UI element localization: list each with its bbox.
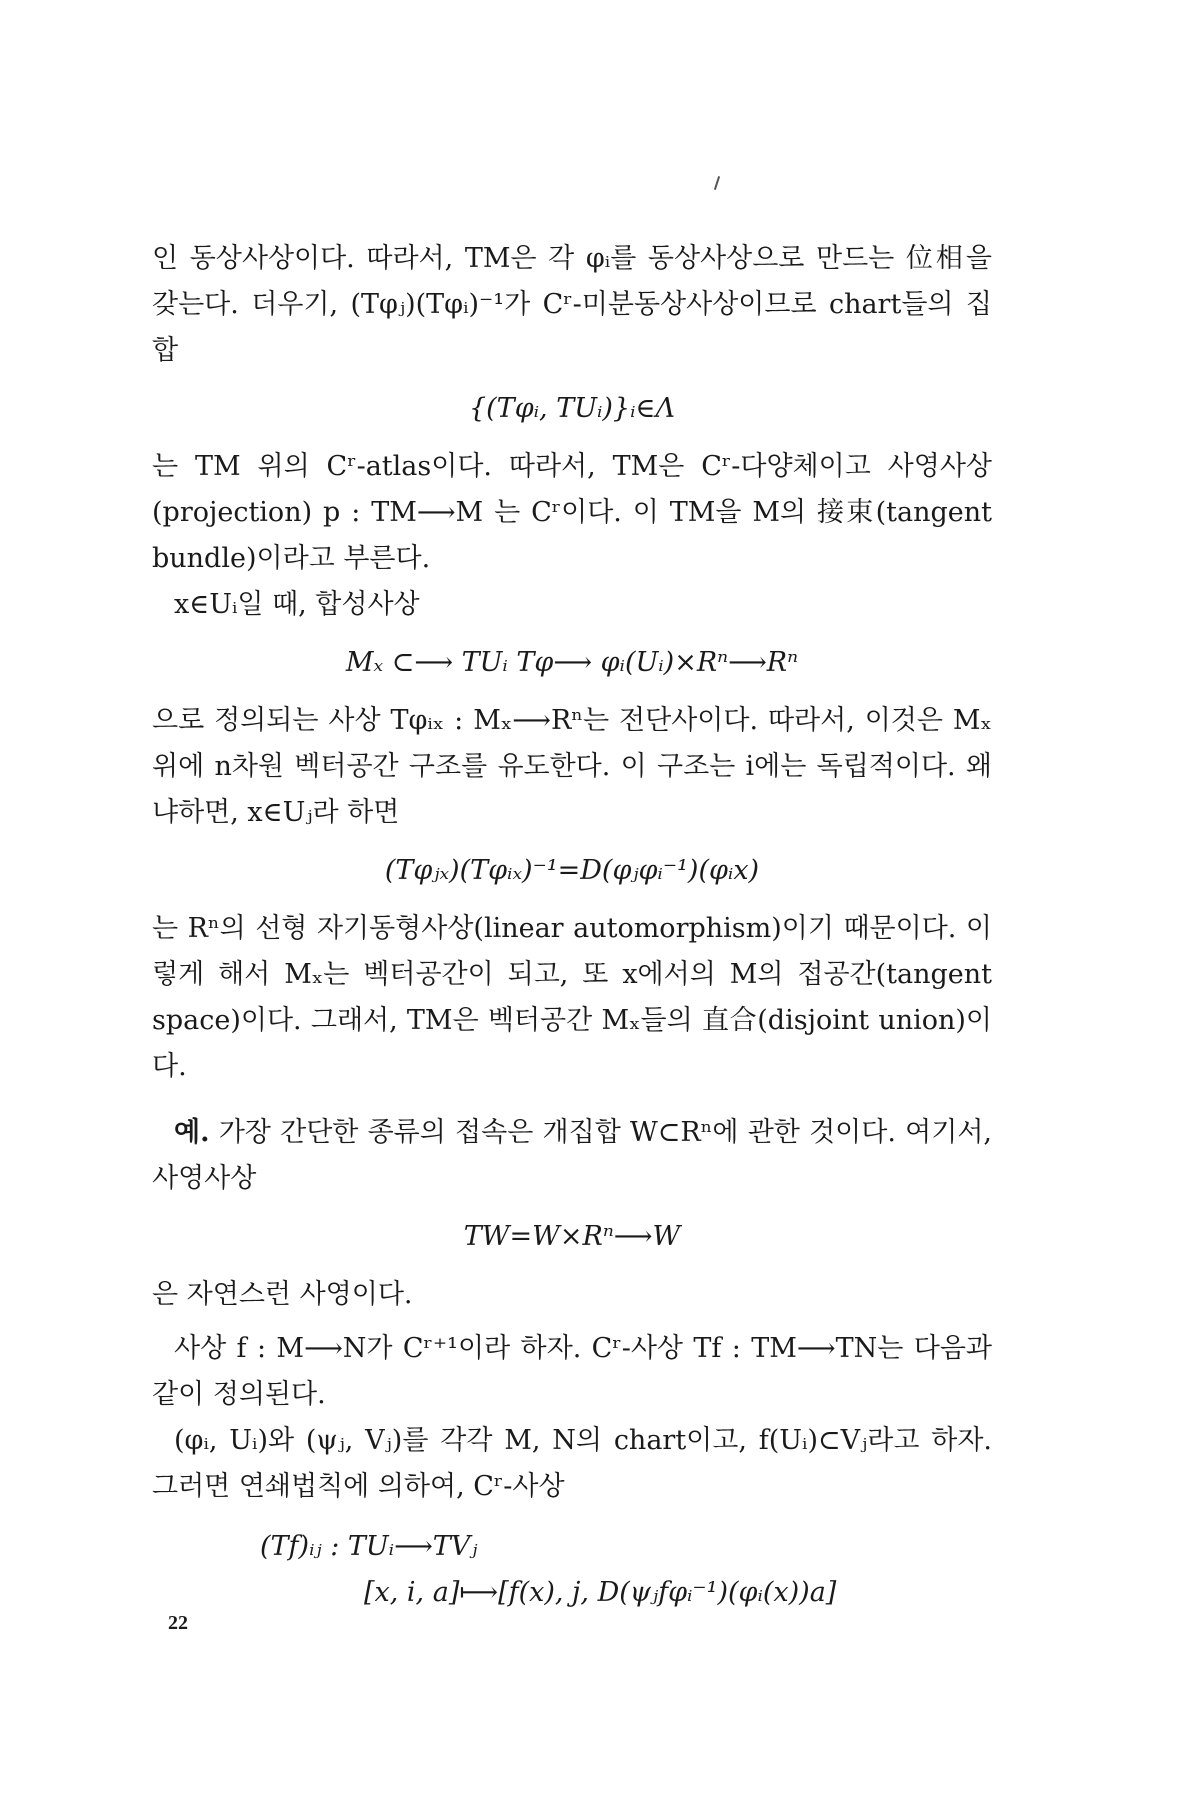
formula-composition: Mₓ ⊂⟶ TUᵢ Tφ⟶ φᵢ(Uᵢ)×Rⁿ⟶Rⁿ — [345, 647, 799, 678]
formula-tf — [152, 1524, 992, 1616]
paragraph-5: 는 Rⁿ의 선형 자기동형사상(linear automorphism)이기 때문이다. 이렇게 해서 Mₓ는 벡터공간이 되고, 또 x에서의 M의 접공간(tangent space)이다. 그래서, TM은 벡터공간 Mₓ들의 直合(disjoint union)이다. — [152, 913, 992, 1082]
paragraph-4: 으로 정의되는 사상 Tφᵢₓ : Mₓ⟶Rⁿ는 전단사이다. 따라서, 이것은 Mₓ 위에 n차원 벡터공간 구조를 유도한다. 이 구조는 i에는 독립적이다. 왜냐하면, x∈Uⱼ라 하면 — [152, 705, 992, 828]
paragraph-3: x∈Uᵢ일 때, 합성사상 — [174, 589, 420, 620]
formula-tw: TW=W×Rⁿ⟶W — [463, 1221, 681, 1252]
body-text — [152, 236, 992, 1616]
paragraph-example — [152, 1110, 992, 1202]
paragraph-7: 은 자연스런 사영이다. — [152, 1279, 413, 1310]
formula-transition: (Tφⱼₓ)(Tφᵢₓ)⁻¹=D(φⱼφᵢ⁻¹)(φᵢx) — [384, 855, 760, 886]
paragraph-1: 인 동상사상이다. 따라서, TM은 각 φᵢ를 동상사상으로 만드는 位相을 갖는다. 더우기, (Tφⱼ)(Tφᵢ)⁻¹가 Cʳ-미분동상사상이므로 chart들의 집합 — [152, 243, 992, 366]
formula-tf-line-1: (Tf)ᵢⱼ : TUᵢ⟶TVⱼ — [260, 1531, 478, 1562]
formula-tf-line-2: [x, i, a]⟼[f(x), j, D(ψⱼfφᵢ⁻¹)(φᵢ(x))a] — [364, 1577, 837, 1608]
stray-pen-mark — [714, 176, 720, 190]
example-label: 예. — [174, 1117, 210, 1148]
paragraph-9: (φᵢ, Uᵢ)와 (ψⱼ, Vⱼ)를 각각 M, N의 chart이고, f(Uᵢ)⊂Vⱼ라고 하자. 그러면 연쇄법칙에 의하여, Cʳ-사상 — [152, 1425, 992, 1502]
formula-atlas: {(Tφᵢ, TUᵢ)}ᵢ∈Λ — [468, 393, 676, 424]
paragraph-2: 는 TM 위의 Cʳ-atlas이다. 따라서, TM은 Cʳ-다양체이고 사영사상 (projection) p : TM⟶M 는 Cʳ이다. 이 TM을 M의 接束(tangent bundle)이라고 부른다. — [152, 451, 992, 574]
example-text: 가장 간단한 종류의 접속은 개집합 W⊂Rⁿ에 관한 것이다. 여기서, 사영사상 — [152, 1117, 992, 1194]
page-number: 22 — [168, 1612, 188, 1634]
paragraph-8: 사상 f : M⟶N가 Cʳ⁺¹이라 하자. Cʳ-사상 Tf : TM⟶TN는 다음과 같이 정의된다. — [152, 1333, 992, 1410]
